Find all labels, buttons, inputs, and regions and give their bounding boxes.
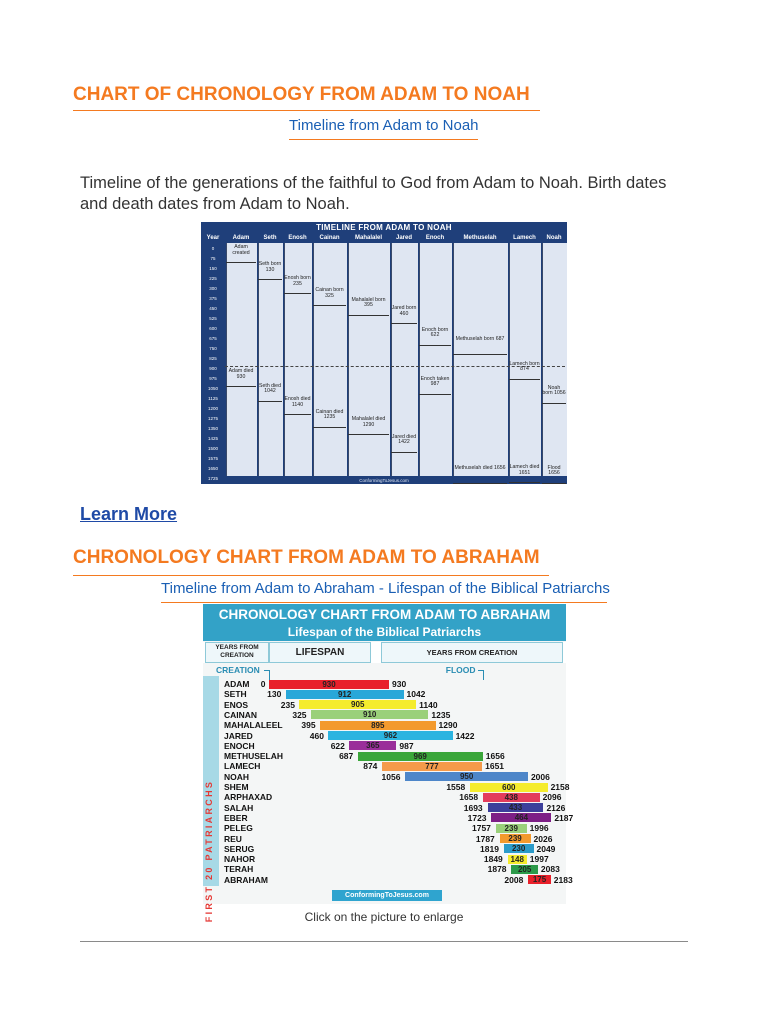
timeline-event-line	[313, 427, 346, 428]
death-year-reu: 2026	[533, 833, 553, 844]
timeline-event-line	[284, 414, 311, 415]
timeline-header-seth: Seth	[263, 235, 277, 241]
lifespan-bar-enoch: 365	[349, 741, 396, 750]
lifespan-bar-terah: 205	[511, 865, 537, 874]
timeline-event: Noah born 1056	[542, 384, 566, 397]
lifespan-bar-abraham: 175	[528, 875, 551, 884]
timeline-year-label: 750	[209, 346, 217, 351]
patriarch-name-lamech: LAMECH	[224, 761, 261, 772]
lifespan-bar-mahalaleel: 895	[320, 721, 436, 730]
timeline-event: Methuselah born 687	[455, 335, 505, 342]
timeline-year-label: 1125	[208, 396, 218, 401]
timeline-event: Adam died 930	[228, 368, 254, 380]
death-year-terah: 2083	[540, 864, 560, 875]
timeline-year-label: 825	[209, 356, 217, 361]
intro-paragraph: Timeline of the generations of the faithful to God from Adam to Noah. Birth dates and death dates from Adam to Noah.	[80, 174, 667, 213]
lifespan-bar-lamech: 777	[382, 762, 482, 771]
header-years-right: YEARS FROM CREATION	[381, 642, 563, 663]
birth-year-seth: 130	[267, 689, 282, 700]
lifespan-bar-peleg: 239	[496, 824, 527, 833]
death-year-abraham: 2183	[553, 874, 573, 885]
chart-subtitle: Lifespan of the Biblical Patriarchs	[287, 625, 482, 639]
lifespan-bar-nahor: 148	[508, 855, 527, 864]
timeline-event: Mahalalel born 395	[351, 296, 386, 309]
timeline-header-enoch: Enoch	[425, 235, 445, 241]
timeline-event-line	[348, 434, 389, 435]
birth-year-peleg: 1757	[472, 823, 491, 834]
death-year-shem: 2158	[550, 782, 570, 792]
timeline-column-noah	[542, 243, 567, 476]
death-year-adam: 930	[392, 679, 407, 689]
flood-marker-drop	[483, 670, 484, 680]
patriarch-name-arphaxad: ARPHAXAD	[224, 792, 273, 803]
birth-year-nahor: 1849	[483, 854, 503, 865]
birth-year-adam: 0	[260, 679, 266, 689]
timeline-event: Adam created	[232, 244, 250, 256]
timeline-header-noah: Noah	[546, 235, 562, 241]
lifespan-bar-serug: 230	[504, 844, 534, 853]
timeline-event-line	[313, 305, 346, 306]
lifespan-bar-reu: 239	[500, 834, 531, 843]
death-year-jared: 1422	[455, 730, 475, 741]
timeline-column-enoch	[419, 243, 452, 476]
death-year-salah: 2126	[546, 802, 566, 813]
lifespan-bar-cainan: 910	[311, 710, 428, 719]
lifespan-bar-methuselah: 969	[358, 752, 483, 761]
timeline-year-label: 450	[209, 306, 217, 311]
patriarch-name-adam: ADAM	[224, 679, 250, 689]
timeline-year-label: 1275	[207, 416, 218, 421]
death-year-nahor: 1997	[529, 854, 549, 865]
timeline-title: TIMELINE FROM ADAM TO NOAH	[316, 223, 452, 232]
timeline-year-label: 1500	[207, 446, 218, 451]
lifespan-bar-adam: 930	[269, 680, 389, 689]
enlarge-caption: Click on the picture to enlarge	[304, 910, 464, 924]
timeline-header-enosh: Enosh	[288, 235, 307, 241]
timeline-header-year: Year	[206, 235, 220, 241]
timeline-event: Enosh born 235	[284, 275, 311, 287]
birth-year-arphaxad: 1658	[459, 792, 479, 803]
birth-year-cainan: 325	[292, 709, 307, 720]
chart-title: CHRONOLOGY CHART FROM ADAM TO ABRAHAM	[218, 607, 551, 622]
patriarch-name-serug: SERUG	[224, 843, 255, 854]
timeline-column-mahalalel	[348, 243, 390, 476]
header-lifespan: LIFESPAN	[269, 642, 371, 663]
timeline-event-line	[226, 262, 256, 263]
patriarch-name-noah: NOAH	[224, 771, 250, 782]
timeline-year-label: 525	[209, 316, 217, 321]
birth-year-abraham: 2008	[504, 874, 524, 885]
death-year-arphaxad: 2096	[542, 792, 562, 803]
timeline-year-label: 1575	[207, 456, 218, 461]
timeline-year-label: 1050	[207, 386, 218, 391]
timeline-header-jared: Jared	[395, 235, 412, 241]
lifespan-bar-noah: 950	[405, 772, 528, 781]
patriarchs-side-band	[203, 676, 219, 923]
chart-header-row	[203, 642, 566, 663]
timeline-event-line	[509, 379, 540, 380]
patriarch-name-seth: SETH	[224, 689, 247, 700]
patriarch-name-enoch: ENOCH	[224, 740, 255, 751]
patriarch-name-terah: TERAH	[224, 864, 254, 875]
death-year-enoch: 987	[399, 740, 414, 751]
timeline-column-adam	[226, 243, 257, 476]
birth-year-enoch: 622	[330, 740, 345, 751]
death-year-enos: 1140	[419, 699, 438, 710]
timeline-event: Methuselah died 1656	[454, 464, 506, 471]
adam-to-abraham-link[interactable]: Timeline from Adam to Abraham - Lifespan of the Biblical Patriarchs	[161, 580, 610, 597]
timeline-footer: ConformingToJesus.com	[359, 478, 409, 483]
timeline-year-label: 600	[209, 326, 217, 331]
patriarch-name-salah: SALAH	[224, 802, 254, 813]
timeline-event: Cainan born 325	[315, 287, 344, 299]
timeline-column-methuselah	[453, 243, 508, 476]
timeline-year-label: 150	[209, 266, 217, 271]
patriarch-name-cainan: CAINAN	[224, 709, 258, 720]
timeline-column-seth	[258, 243, 283, 476]
timeline-event: Mahalalel died 1290	[351, 416, 386, 428]
timeline-header-methuselah: Methuselah	[463, 235, 497, 241]
adam-to-abraham-link-rule	[161, 602, 607, 603]
learn-more-link[interactable]: Learn More	[80, 504, 178, 524]
timeline-year-label: 975	[209, 376, 217, 381]
lifespan-bar-salah: 433	[488, 803, 544, 812]
patriarch-name-reu: REU	[224, 833, 242, 844]
timeline-event-line	[284, 293, 311, 294]
section1-heading-rule	[73, 110, 540, 111]
timeline-year-label: 900	[209, 366, 217, 371]
flood-marker: FLOOD	[445, 665, 476, 675]
timeline-year-label: 0	[211, 246, 215, 251]
timeline-column-cainan	[313, 243, 347, 476]
patriarch-name-mahalaleel: MAHALALEEL	[224, 720, 283, 731]
patriarch-name-abraham: ABRAHAM	[224, 874, 268, 885]
timeline-event: Seth born 130	[258, 261, 282, 273]
section2-heading: CHRONOLOGY CHART FROM ADAM TO ABRAHAM	[73, 547, 540, 568]
death-year-methuselah: 1656	[485, 751, 505, 762]
timeline-year-label: 1650	[207, 466, 218, 471]
birth-year-shem: 1558	[446, 782, 466, 792]
patriarch-name-peleg: PELEG	[224, 823, 253, 834]
lifespan-bar-arphaxad: 438	[483, 793, 540, 802]
birth-year-methuselah: 687	[339, 751, 354, 762]
birth-year-mahalaleel: 395	[301, 720, 316, 731]
death-year-seth: 1042	[406, 689, 426, 700]
timeline-year-label: 75	[210, 256, 216, 261]
timeline-event: Jared died 1422	[391, 433, 417, 446]
birth-year-lamech: 874	[363, 761, 378, 772]
timeline-event: Enoch taken 987	[420, 375, 450, 388]
timeline-event-line	[258, 401, 282, 402]
section2-heading-rule	[73, 575, 549, 576]
timeline-event-line	[348, 315, 389, 316]
timeline-adam-to-noah-image[interactable]	[201, 222, 567, 484]
bottom-divider	[80, 941, 688, 942]
death-year-noah: 2006	[530, 771, 550, 782]
timeline-event: Lamech born 874	[509, 360, 540, 373]
timeline-column-lamech	[509, 243, 541, 476]
chart-banner	[203, 604, 566, 641]
timeline-header-cainan: Cainan	[319, 235, 340, 241]
patriarch-name-methuselah: METHUSELAH	[224, 751, 284, 762]
death-year-mahalaleel: 1290	[438, 720, 458, 731]
timeline-event-line	[391, 323, 417, 324]
patriarch-name-eber: EBER	[224, 812, 248, 823]
timeline-event: Flood 1656	[547, 464, 561, 477]
timeline-header-lamech: Lamech	[513, 235, 536, 241]
lifespan-bar-shem: 600	[470, 783, 547, 792]
patriarch-name-nahor: NAHOR	[224, 854, 256, 865]
timeline-year-label: 1200	[207, 406, 218, 411]
timeline-year-label: 300	[209, 286, 217, 291]
death-year-cainan: 1235	[431, 709, 451, 720]
timeline-year-label: 1425	[207, 436, 218, 441]
patriarch-name-shem: SHEM	[224, 782, 249, 792]
chart-footer: ConformingToJesus.com	[332, 890, 442, 901]
birth-year-serug: 1819	[480, 843, 499, 854]
birth-year-terah: 1878	[487, 864, 507, 875]
timeline-event-line	[453, 354, 507, 355]
timeline-year-label: 225	[209, 276, 217, 281]
timeline-header-adam: Adam	[232, 235, 250, 241]
timeline-event: Seth died 1042	[259, 382, 281, 395]
creation-marker-drop	[269, 670, 270, 680]
death-year-serug: 2049	[536, 843, 556, 854]
lifespan-bar-jared: 962	[328, 731, 452, 740]
birth-year-enos: 235	[280, 699, 295, 710]
birth-year-salah: 1693	[463, 802, 483, 813]
birth-year-jared: 460	[309, 730, 324, 741]
adam-to-noah-link-rule	[289, 139, 478, 140]
death-year-eber: 2187	[554, 812, 574, 823]
lifespan-bar-eber: 464	[491, 813, 551, 822]
timeline-event-line	[419, 394, 451, 395]
birth-year-reu: 1787	[475, 833, 495, 844]
birth-year-noah: 1056	[381, 771, 401, 782]
timeline-event: Cainan died 1235	[315, 408, 344, 421]
timeline-event: Jared born 460	[391, 305, 417, 317]
timeline-event-line	[226, 386, 256, 387]
death-year-lamech: 1651	[485, 761, 505, 772]
lifespan-bar-seth: 912	[286, 690, 404, 699]
patriarch-name-jared: JARED	[224, 730, 253, 741]
header-years-left: YEARS FROM CREATION	[205, 642, 269, 663]
timeline-event: Enosh died 1140	[284, 396, 311, 408]
timeline-event-line	[391, 452, 417, 453]
lifespan-bar-enos: 905	[299, 700, 416, 709]
timeline-event-line	[419, 345, 451, 346]
side-label: FIRST 20 PATRIARCHS	[204, 779, 214, 923]
timeline-year-label: 1350	[207, 426, 218, 431]
timeline-year-label: 375	[209, 296, 217, 301]
birth-year-eber: 1723	[467, 812, 487, 823]
adam-to-noah-link[interactable]: Timeline from Adam to Noah	[289, 117, 479, 134]
timeline-event-line	[258, 279, 282, 280]
timeline-year-label: 1725	[207, 476, 218, 481]
timeline-header-mahalalel: Mahalalel	[354, 235, 382, 241]
timeline-event: Lamech died 1651	[509, 464, 540, 476]
timeline-event: Enoch born 622	[421, 326, 449, 339]
timeline-year-label: 675	[209, 336, 217, 341]
patriarch-name-enos: ENOS	[224, 699, 249, 710]
timeline-event-line	[542, 403, 566, 404]
death-year-peleg: 1996	[529, 823, 549, 834]
section1-heading: CHART OF CHRONOLOGY FROM ADAM TO NOAH	[73, 84, 530, 105]
creation-marker: CREATION	[216, 665, 260, 675]
